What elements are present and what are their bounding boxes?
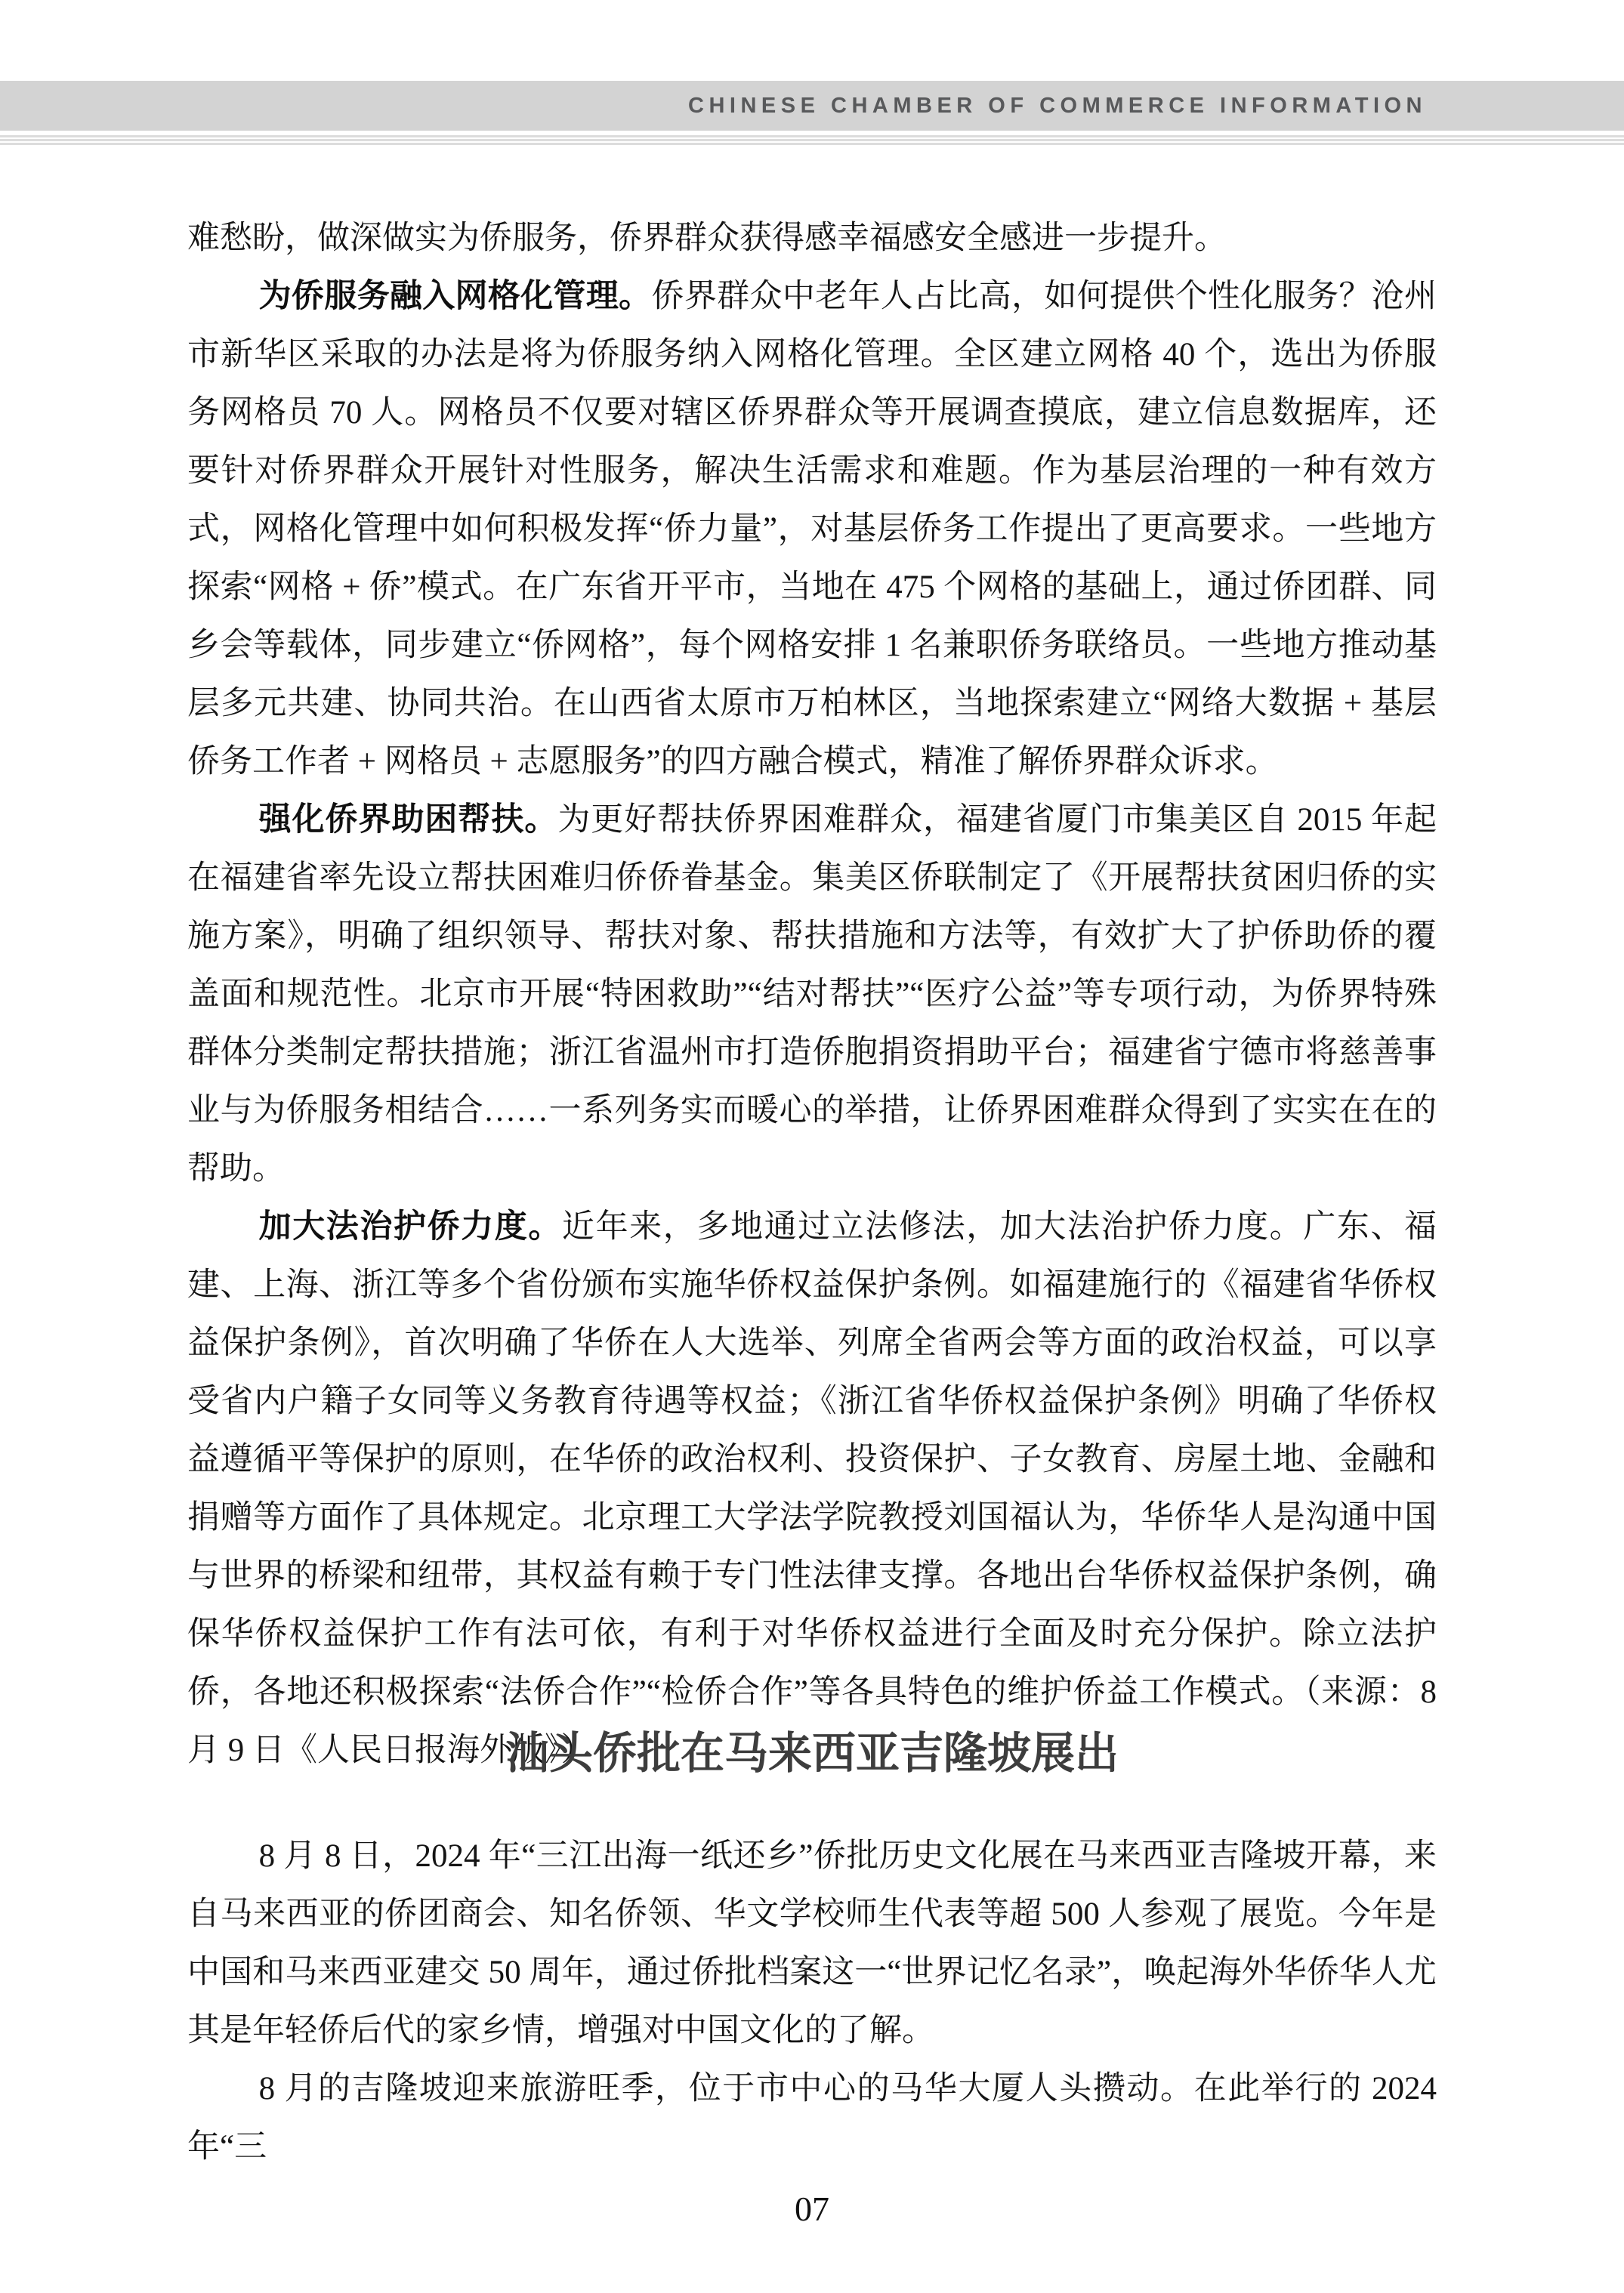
paragraph bbox=[187, 267, 1437, 791]
article2-body bbox=[187, 1827, 1437, 2176]
paragraph-text: 为更好帮扶侨界困难群众，福建省厦门市集美区自 2015 年起在福建省率先设立帮扶困难归侨侨眷基金。集美区侨联制定了《开展帮扶贫困归侨的实施方案》，明确了组织领导、帮扶对象、帮扶措施和方法等，有效扩大了护侨助侨的覆盖面和规范性。北京市开展“特困救助”“结对帮扶”“医疗公益”等专项行动，为侨界特殊群体分类制定帮扶措施；浙江省温州市打造侨胞捐资捐助平台；福建省宁德市将慈善事业与为侨服务相结合……一系列务实而暖心的举措，让侨界困难群众得到了实实在在的帮助。 bbox=[187, 802, 1437, 1187]
paragraph-text: 8 月 8 日，2024 年“三江出海一纸还乡”侨批历史文化展在马来西亚吉隆坡开幕，来自马来西亚的侨团商会、知名侨领、华文学校师生代表等超 500 人参观了展览。今年是中国和马来西亚建交 50 周年，通过侨批档案这一“世界记忆名录”，唤起海外华侨华人尤其是年轻侨后代的家乡情，增强对中国文化的了解。 bbox=[187, 1838, 1437, 2048]
paragraph bbox=[187, 209, 1437, 267]
paragraph-lead: 加大法治护侨力度。 bbox=[258, 1208, 562, 1245]
paragraph bbox=[187, 791, 1437, 1198]
paragraph-lead: 为侨服务融入网格化管理。 bbox=[258, 278, 652, 314]
paragraph-text: 侨界群众中老年人占比高，如何提供个性化服务？沧州市新华区采取的办法是将为侨服务纳入网格化管理。全区建立网格 40 个，选出为侨服务网格员 70 人。网格员不仅要对辖区侨界群众等开展调查摸底，建立信息数据库，还要针对侨界群众开展针对性服务，解决生活需求和难题。作为基层治理的一种有效方式，网格化管理中如何积极发挥“侨力量”，对基层侨务工作提出了更高要求。一些地方探索“网格 + 侨”模式。在广东省开平市，当地在 475 个网格的基础上，通过侨团群、同乡会等载体，同步建立“侨网格”，每个网格安排 1 名兼职侨务联络员。一些地方推动基层多元共建、协同共治。在山西省太原市万柏林区，当地探索建立“网络大数据 + 基层侨务工作者 + 网格员 + 志愿服务”的四方融合模式，精准了解侨界群众诉求。 bbox=[187, 279, 1437, 779]
header-band bbox=[0, 81, 1624, 131]
paragraph bbox=[187, 1198, 1437, 1779]
header-caption: CHINESE CHAMBER OF COMMERCE INFORMATION bbox=[688, 93, 1427, 118]
paragraph-lead: 强化侨界助困帮扶。 bbox=[258, 801, 558, 838]
article1-body bbox=[187, 209, 1437, 1779]
paragraph-text: 8 月的吉隆坡迎来旅游旺季，位于市中心的马华大厦人头攒动。在此举行的 2024 年“三 bbox=[187, 2071, 1437, 2165]
paragraph bbox=[187, 2060, 1437, 2176]
header-stripe-rules bbox=[0, 135, 1624, 147]
article2-title: 汕头侨批在马来西亚吉隆坡展出 bbox=[505, 1729, 1119, 1778]
paragraph-text: 近年来，多地通过立法修法，加大法治护侨力度。广东、福建、上海、浙江等多个省份颁布实施华侨权益保护条例。如福建施行的《福建省华侨权益保护条例》，首次明确了华侨在人大选举、列席全省两会等方面的政治权益，可以享受省内户籍子女同等义务教育待遇等权益；《浙江省华侨权益保护条例》明确了华侨权益遵循平等保护的原则，在华侨的政治权利、投资保护、子女教育、房屋土地、金融和捐赠等方面作了具体规定。北京理工大学法学院教授刘国福认为，华侨华人是沟通中国与世界的桥梁和纽带，其权益有赖于专门性法律支撑。各地出台华侨权益保护条例，确保华侨权益保护工作有法可依，有利于对华侨权益进行全面及时充分保护。除立法护侨，各地还积极探索“法侨合作”“检侨合作”等各具特色的维护侨益工作模式。（来源：8 月 9 日《人民日报海外版》） bbox=[187, 1209, 1437, 1768]
paragraph-text: 难愁盼，做深做实为侨服务，侨界群众获得感幸福感安全感进一步提升。 bbox=[187, 221, 1227, 256]
page-number: 07 bbox=[795, 2190, 829, 2228]
paragraph bbox=[187, 1827, 1437, 2060]
